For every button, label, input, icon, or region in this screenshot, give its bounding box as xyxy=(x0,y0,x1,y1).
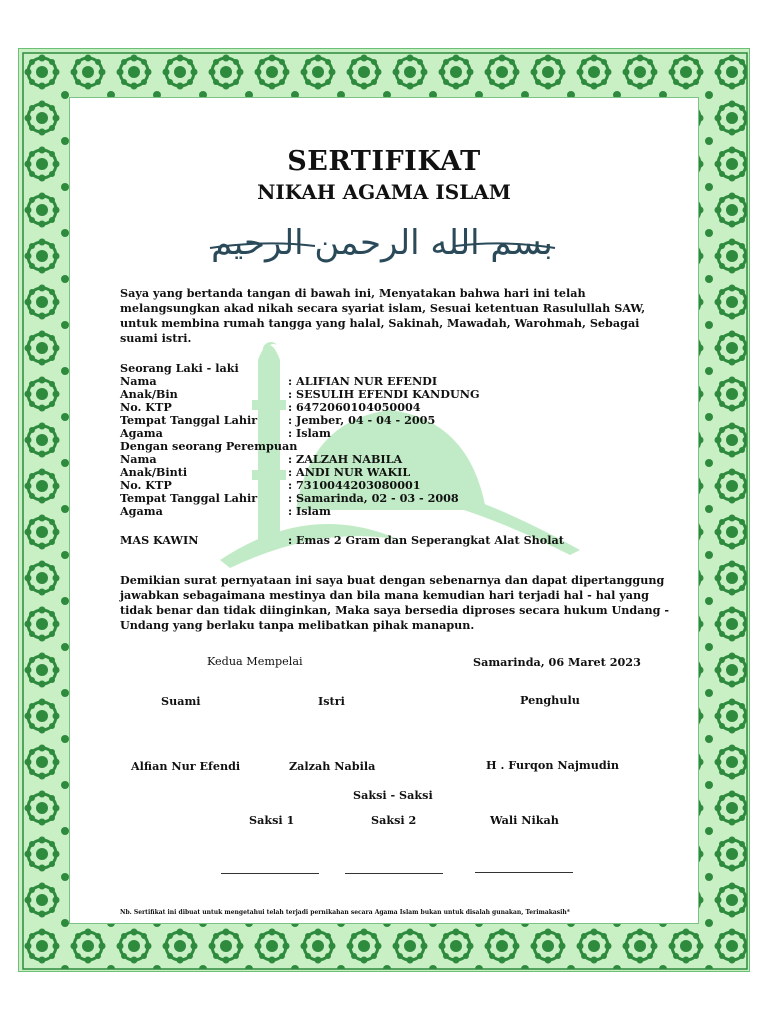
row-value: : 6472060104050004 xyxy=(288,400,421,414)
basmala-calligraphy xyxy=(205,212,560,272)
row-label: Tempat Tanggal Lahir xyxy=(120,491,258,505)
row-label: No. KTP xyxy=(120,400,172,414)
saksi-2-signature-line xyxy=(345,873,443,874)
row-value: : Islam xyxy=(288,504,331,518)
row-value: : ZALZAH NABILA xyxy=(288,452,403,466)
intro-paragraph: Saya yang bertanda tangan di bawah ini, Menyatakan bahwa hari ini telah melangsungkan akad nikah secara syariat islam, Sesuai ketentuan Rasulullah SAW, untuk membina rumah tangga yang halal, Sakinah, Mawadah, Warohmah, Sebagai suami istri. xyxy=(120,286,646,345)
row-label: Anak/Bin xyxy=(120,387,178,401)
kedua-mempelai-label: Kedua Mempelai xyxy=(207,655,303,668)
row-label: Agama xyxy=(120,426,163,440)
footnote: Nb. Sertifikat ini dibuat untuk mengetahui telah terjadi pernikahan secara Agama Islam bukan untuk disalah gunakan, Terimakasih* xyxy=(120,909,570,916)
row-label: Seorang Laki - laki xyxy=(120,361,239,375)
svg-text:بسم الله الرحمن الرحيم: بسم الله الرحمن الرحيم xyxy=(211,223,553,263)
row-label: Nama xyxy=(120,374,157,388)
row-value: : Jember, 04 - 04 - 2005 xyxy=(288,413,436,427)
penghulu-name: H . Furqon Najmudin xyxy=(486,758,620,772)
certificate-subtitle: NIKAH AGAMA ISLAM xyxy=(257,180,511,204)
penghulu-label: Penghulu xyxy=(520,693,580,707)
row-value: : ALIFIAN NUR EFENDI xyxy=(288,374,438,388)
row-label: Agama xyxy=(120,504,163,518)
istri-name: Zalzah Nabila xyxy=(289,759,376,773)
istri-label: Istri xyxy=(318,694,345,708)
wali-signature-line xyxy=(475,872,573,873)
row-label: Dengan seorang Perempuan xyxy=(120,439,298,453)
wali-nikah-label: Wali Nikah xyxy=(490,813,559,827)
row-label: Anak/Binti xyxy=(120,465,188,479)
saksi-2-label: Saksi 2 xyxy=(371,813,417,827)
suami-name: Alfian Nur Efendi xyxy=(131,759,241,773)
certificate-title: SERTIFIKAT xyxy=(287,146,481,177)
row-value: : Islam xyxy=(288,426,331,440)
row-label: No. KTP xyxy=(120,478,172,492)
row-label: Nama xyxy=(120,452,157,466)
row-value: : Samarinda, 02 - 03 - 2008 xyxy=(288,491,459,505)
suami-label: Suami xyxy=(161,694,201,708)
place-date: Samarinda, 06 Maret 2023 xyxy=(473,655,641,669)
saksi-1-signature-line xyxy=(221,873,319,874)
saksi-1-label: Saksi 1 xyxy=(249,813,295,827)
row-label: MAS KAWIN xyxy=(120,533,199,547)
saksi-heading: Saksi - Saksi xyxy=(353,788,433,802)
closing-paragraph: Demikian surat pernyataan ini saya buat dengan sebenarnya dan dapat dipertanggung jawabkan sebagaimana mestinya dan bila mana kemudian hari terjadi hal - hal yang tidak benar dan tidak diinginkan, Maka saya bersedia diproses secara hukum Undang - Undang yang berlaku tanpa melibatkan pihak manapun. xyxy=(120,573,669,632)
row-label: Tempat Tanggal Lahir xyxy=(120,413,258,427)
row-value: : Emas 2 Gram dan Seperangkat Alat Sholat xyxy=(288,533,564,547)
row-value: : 7310044203080001 xyxy=(288,478,421,492)
row-value: : SESULIH EFENDI KANDUNG xyxy=(288,387,480,401)
row-value: : ANDI NUR WAKIL xyxy=(288,465,411,479)
